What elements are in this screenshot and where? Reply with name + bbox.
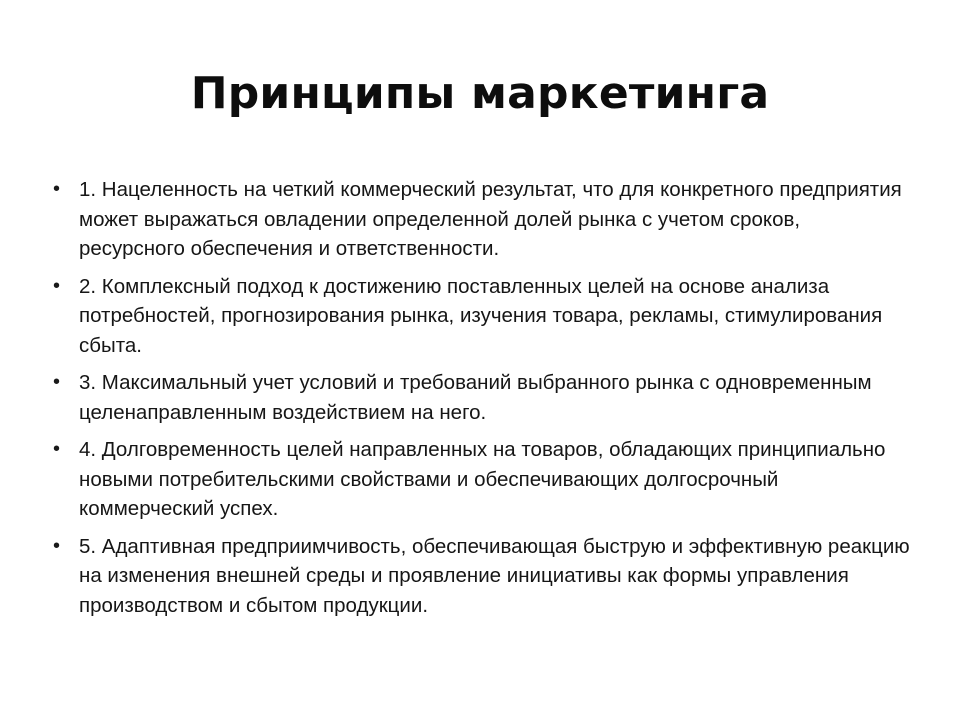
bullet-item	[50, 368, 910, 427]
bullet-text: 4. Долговременность целей направленных на товаров, обладающих принципиально новыми потребительскими свойствами и обеспечивающих долгосрочный коммерческий успех.	[79, 438, 886, 520]
bullet-dot-icon: •	[53, 534, 61, 557]
bullet-item	[50, 435, 910, 524]
bullet-list	[50, 175, 910, 628]
bullet-text: 3. Максимальный учет условий и требований выбранного рынка с одновременным целенаправленным воздействием на него.	[79, 371, 872, 424]
bullet-item	[50, 272, 910, 361]
bullet-dot-icon: •	[53, 371, 61, 393]
bullet-text: 5. Адаптивная предприимчивость, обеспечивающая быструю и эффективную реакцию на изменения внешней среды и проявление инициативы как формы управления производством и сбытом продукции.	[79, 534, 910, 617]
slide-title: Принципы маркетинга	[190, 68, 770, 119]
bullet-text: 1. Нацеленность на четкий коммерческий результат, что для конкретного предприятия может выражаться овладении определенной долей рынка с учетом сроков, ресурсного обеспечения и ответственности.	[79, 178, 902, 260]
bullet-dot-icon: •	[53, 178, 61, 200]
bullet-text: 2. Комплексный подход к достижению поставленных целей на основе анализа потребностей, прогнозирования рынка, изучения товара, рекламы, стимулирования сбыта.	[79, 274, 883, 357]
bullet-item	[50, 175, 910, 264]
bullet-item	[50, 532, 910, 621]
bullet-dot-icon: •	[53, 438, 61, 460]
bullet-dot-icon: •	[53, 274, 61, 297]
